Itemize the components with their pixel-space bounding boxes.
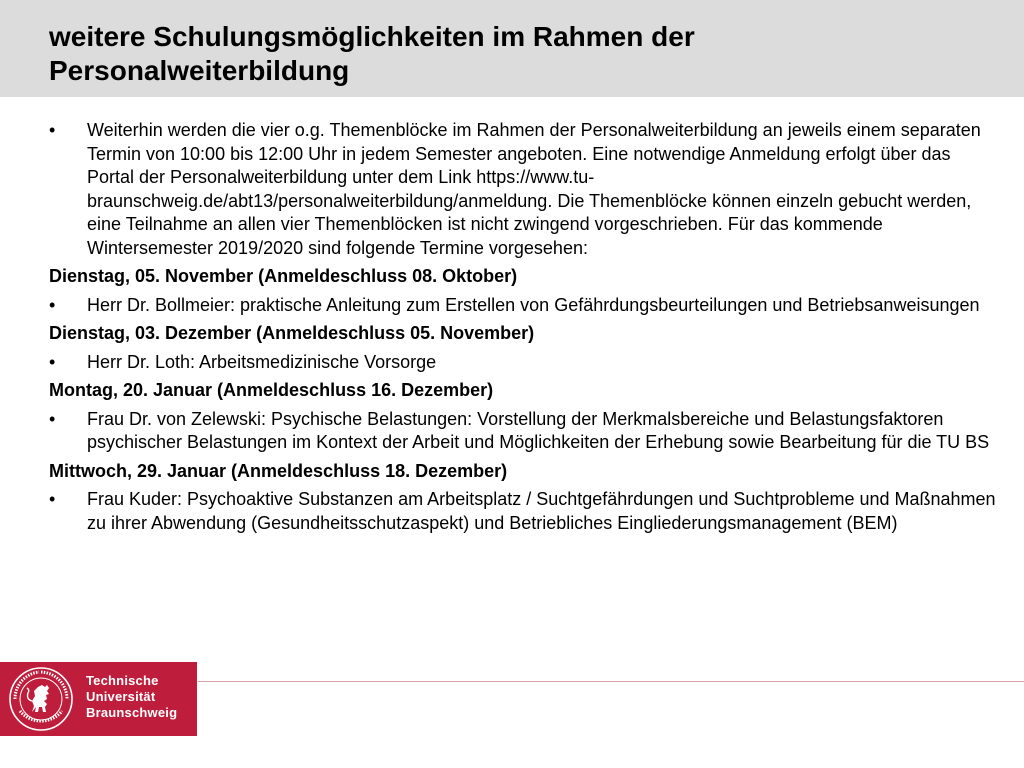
- bullet-marker: •: [49, 120, 56, 140]
- slide-body: [49, 119, 999, 540]
- session-topic-bullet: [49, 408, 999, 455]
- lion-seal-icon: [8, 666, 74, 732]
- session-topic: Frau Kuder: Psychoaktive Substanzen am Arbeitsplatz / Suchtgefährdungen und Suchtprobleme und Maßnahmen zu ihrer Abwendung (Gesundheitsschutzaspekt) und Betriebliches Eingliederungsmanagement (BEM): [87, 489, 996, 533]
- logo-line-2: Universität: [86, 689, 156, 704]
- session-date: Montag, 20. Januar (Anmeldeschluss 16. Dezember): [49, 380, 494, 400]
- session-topic-bullet: [49, 294, 999, 318]
- university-logo: [0, 662, 197, 736]
- session-topic: Frau Dr. von Zelewski: Psychische Belastungen: Vorstellung der Merkmalsbereiche und Belastungsfaktoren psychischer Belastungen im Kontext der Arbeit und Möglichkeiten der Erhebung sowie Bearbeitung für die TU BS: [87, 408, 990, 452]
- logo-line-3: Braunschweig: [86, 705, 178, 720]
- bullet-marker: •: [49, 489, 56, 509]
- bullet-marker: •: [49, 351, 56, 372]
- session-date: Dienstag, 03. Dezember (Anmeldeschluss 05. November): [49, 323, 535, 343]
- intro-bullet: [49, 119, 999, 260]
- session-date: Dienstag, 05. November (Anmeldeschluss 08. Oktober): [49, 266, 518, 286]
- session-topic-bullet: [49, 351, 999, 375]
- university-name: [86, 673, 177, 721]
- session-date: Mittwoch, 29. Januar (Anmeldeschluss 18. Dezember): [49, 460, 508, 481]
- slide-title: weitere Schulungsmöglichkeiten im Rahmen der Personalweiterbildung: [49, 21, 695, 86]
- intro-text: Weiterhin werden die vier o.g. Themenblöcke im Rahmen der Personalweiterbildung an jeweils einem separaten Termin von 10:00 bis 12:00 Uhr in jedem Semester angeboten. Eine notwendige Anmeldung erfolgt über das Portal der Personalweiterbildung unter dem Link https://www.tu-braunschweig.de/abt13/personalweiterbildung/anmeldung. Die Themenblöcke können einzeln gebucht werden, eine Teilnahme an allen vier Themenblöcken ist nicht zwingend vorgeschrieben. Für das kommende Wintersemester 2019/2020 sind folgende Termine vorgesehen:: [87, 120, 981, 258]
- session-topic: Herr Dr. Loth: Arbeitsmedizinische Vorsorge: [87, 351, 437, 372]
- session-topic-bullet: [49, 488, 999, 535]
- session-topic: Herr Dr. Bollmeier: praktische Anleitung zum Erstellen von Gefährdungsbeurteilungen und Betriebsanweisungen: [87, 294, 980, 315]
- bullet-marker: •: [49, 294, 56, 315]
- bullet-marker: •: [49, 408, 56, 429]
- logo-line-1: Technische: [86, 673, 159, 688]
- footer-divider: [198, 681, 1024, 682]
